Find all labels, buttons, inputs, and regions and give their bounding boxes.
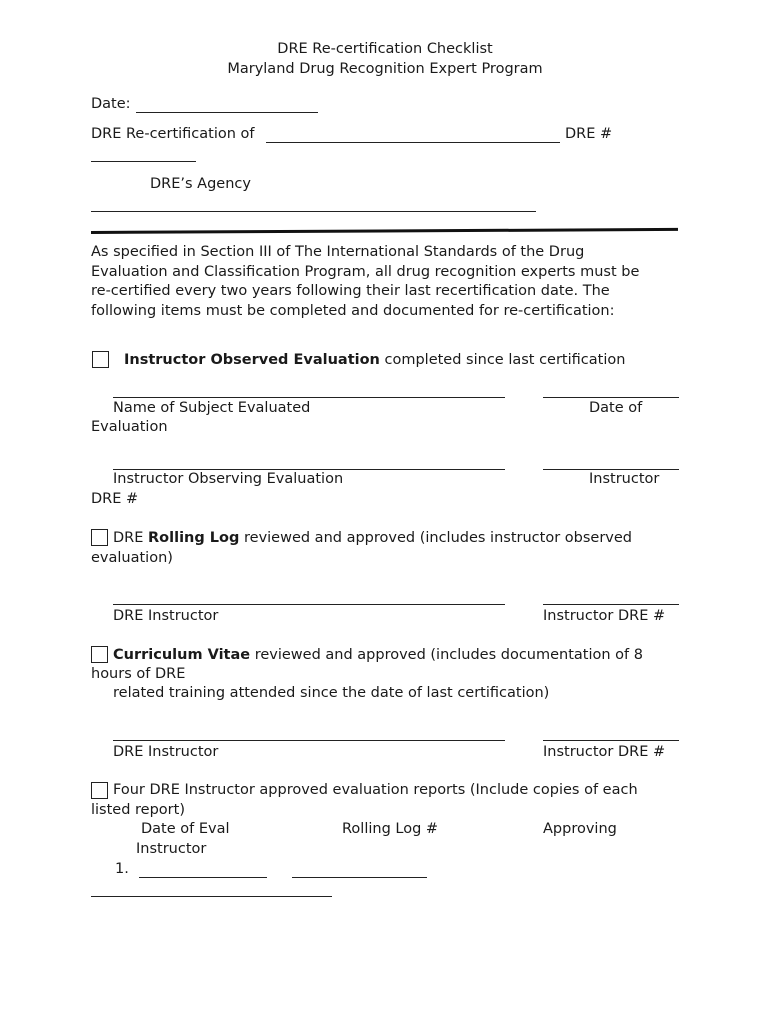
- rolling-log-text: DRE Rolling Log reviewed and approved (includes instructor observed: [113, 530, 632, 546]
- document-subtitle: Maryland Drug Recognition Expert Program: [227, 61, 543, 77]
- evaluation-reports-text: Four DRE Instructor approved evaluation reports (Include copies of each: [113, 782, 638, 798]
- rolling-log-text-wrap: evaluation): [91, 550, 173, 566]
- curriculum-vitae-text-line-2: related training attended since the date of last certification): [113, 685, 550, 701]
- evaluation-date-label-wrap: Evaluation: [91, 419, 168, 435]
- rolling-log-checkbox[interactable]: [91, 529, 108, 546]
- subject-name-field[interactable]: [113, 397, 505, 398]
- cv-dre-label: Instructor DRE #: [543, 744, 666, 760]
- agency-field[interactable]: [91, 211, 536, 212]
- dre-number-field[interactable]: [91, 161, 196, 162]
- report-1-rolling-log-field[interactable]: [292, 877, 427, 878]
- recert-label: DRE Re-certification of: [91, 126, 255, 142]
- recert-name-field[interactable]: [266, 142, 560, 143]
- observed-evaluation-checkbox[interactable]: [92, 351, 109, 368]
- observing-instructor-label: Instructor Observing Evaluation: [113, 471, 344, 487]
- evaluation-reports-checkbox[interactable]: [91, 782, 108, 799]
- date-field[interactable]: [136, 112, 318, 113]
- intro-line-2: Evaluation and Classification Program, all drug recognition experts must be: [91, 264, 640, 280]
- rolling-log-instructor-label: DRE Instructor: [113, 608, 219, 624]
- dre-number-label: DRE #: [565, 126, 613, 142]
- curriculum-vitae-text: Curriculum Vitae reviewed and approved (includes documentation of 8: [113, 647, 643, 663]
- curriculum-vitae-checkbox[interactable]: [91, 646, 108, 663]
- cv-dre-field[interactable]: [543, 740, 679, 741]
- evaluation-date-field[interactable]: [543, 397, 679, 398]
- report-row-number: 1.: [115, 861, 129, 877]
- curriculum-vitae-text-wrap: hours of DRE: [91, 666, 186, 682]
- intro-line-4: following items must be completed and documented for re-certification:: [91, 303, 615, 319]
- column-date-of-eval: Date of Eval: [141, 821, 230, 837]
- cv-instructor-field[interactable]: [113, 740, 505, 741]
- intro-line-1: As specified in Section III of The International Standards of the Drug: [91, 244, 585, 260]
- date-label: Date:: [91, 96, 131, 112]
- section-divider: [91, 228, 678, 234]
- evaluation-date-label: Date of: [589, 400, 643, 416]
- subject-name-label: Name of Subject Evaluated: [113, 400, 311, 416]
- rolling-log-instructor-field[interactable]: [113, 604, 505, 605]
- document-title: DRE Re-certification Checklist: [277, 41, 493, 57]
- cv-instructor-label: DRE Instructor: [113, 744, 219, 760]
- column-approving: Approving: [543, 821, 617, 837]
- report-1-date-field[interactable]: [139, 877, 267, 878]
- column-approving-wrap: Instructor: [136, 841, 207, 857]
- rolling-log-dre-label: Instructor DRE #: [543, 608, 666, 624]
- agency-label: DRE’s Agency: [150, 176, 251, 192]
- rolling-log-dre-field[interactable]: [543, 604, 679, 605]
- observed-evaluation-text: Instructor Observed Evaluation completed since last certification: [124, 352, 626, 368]
- evaluation-reports-text-wrap: listed report): [91, 802, 185, 818]
- intro-line-3: re-certified every two years following their last recertification date. The: [91, 283, 610, 299]
- instructor-dre-label-wrap: DRE #: [91, 491, 139, 507]
- instructor-dre-label: Instructor: [589, 471, 660, 487]
- report-1-instructor-field[interactable]: [91, 896, 332, 897]
- column-rolling-log: Rolling Log #: [342, 821, 439, 837]
